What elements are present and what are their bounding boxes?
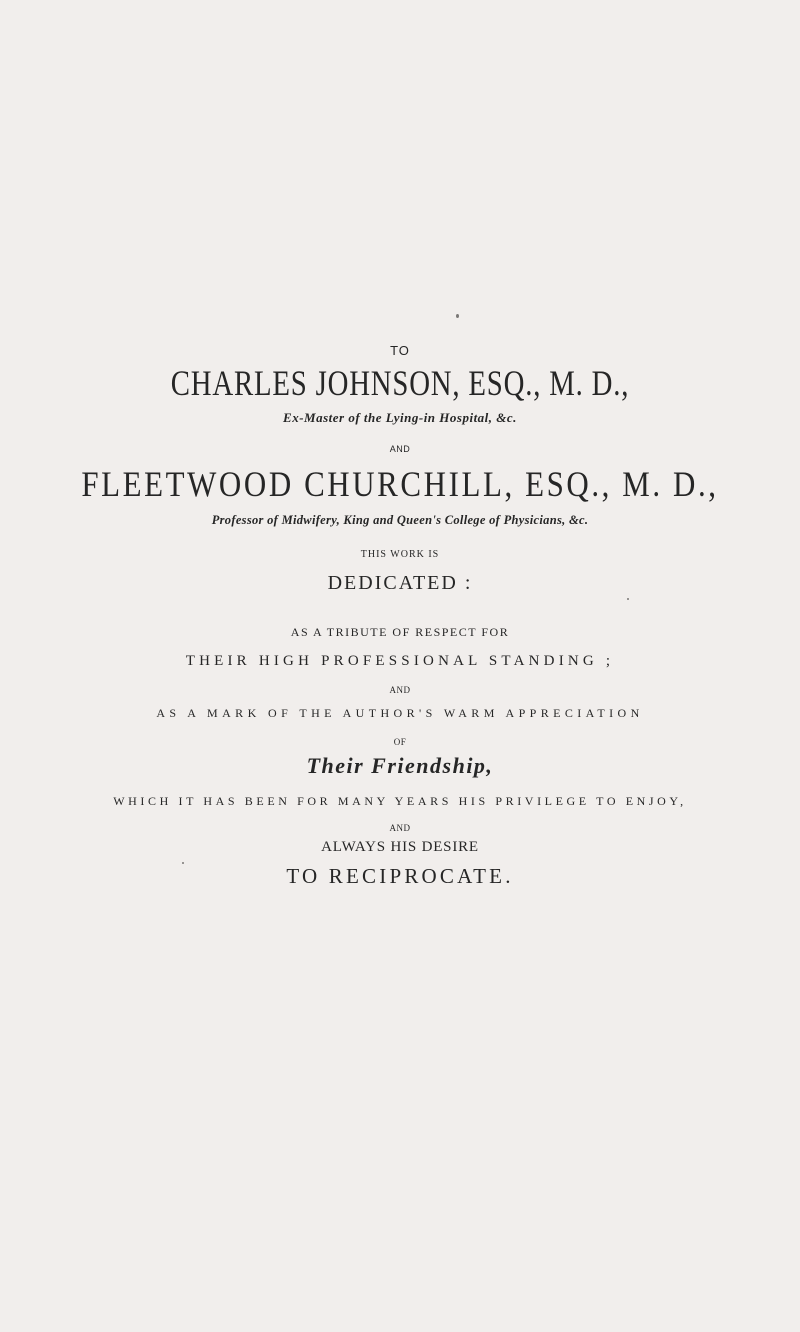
paper-speck xyxy=(182,862,184,864)
paper-speck xyxy=(456,314,459,318)
dedicated-heading: DEDICATED : xyxy=(327,572,473,594)
standing-line: THEIR HIGH PROFESSIONAL STANDING ; xyxy=(185,653,615,669)
dedicatee-title-churchill: Professor of Midwifery, King and Queen's College of Physicians, &c. xyxy=(211,513,589,527)
dedicatee-name-churchill: FLEETWOOD CHURCHILL, ESQ., M. D., xyxy=(81,464,719,504)
tribute-line: AS A TRIBUTE OF RESPECT FOR xyxy=(290,625,510,639)
paper-speck xyxy=(627,598,629,600)
privilege-line: WHICH IT HAS BEEN FOR MANY YEARS HIS PRIVILEGE TO ENJOY, xyxy=(113,794,687,808)
conjunction-and-2: AND xyxy=(389,685,411,695)
appreciation-line: AS A MARK OF THE AUTHOR'S WARM APPRECIATION xyxy=(156,706,644,720)
reciprocate-line: TO RECIPROCATE. xyxy=(286,864,514,888)
this-work-is: THIS WORK IS xyxy=(360,549,440,560)
conjunction-of: OF xyxy=(393,737,407,747)
dedicatee-name-johnson: CHARLES JOHNSON, ESQ., M. D., xyxy=(170,363,630,403)
conjunction-and: AND xyxy=(389,444,411,454)
conjunction-and-3: AND xyxy=(389,823,411,833)
friendship-line: Their Friendship, xyxy=(306,753,494,778)
dedicatee-title-johnson: Ex-Master of the Lying-in Hospital, &c. xyxy=(283,410,517,425)
dedication-to: TO xyxy=(390,343,410,358)
desire-line: ALWAYS HIS DESIRE xyxy=(321,839,479,855)
